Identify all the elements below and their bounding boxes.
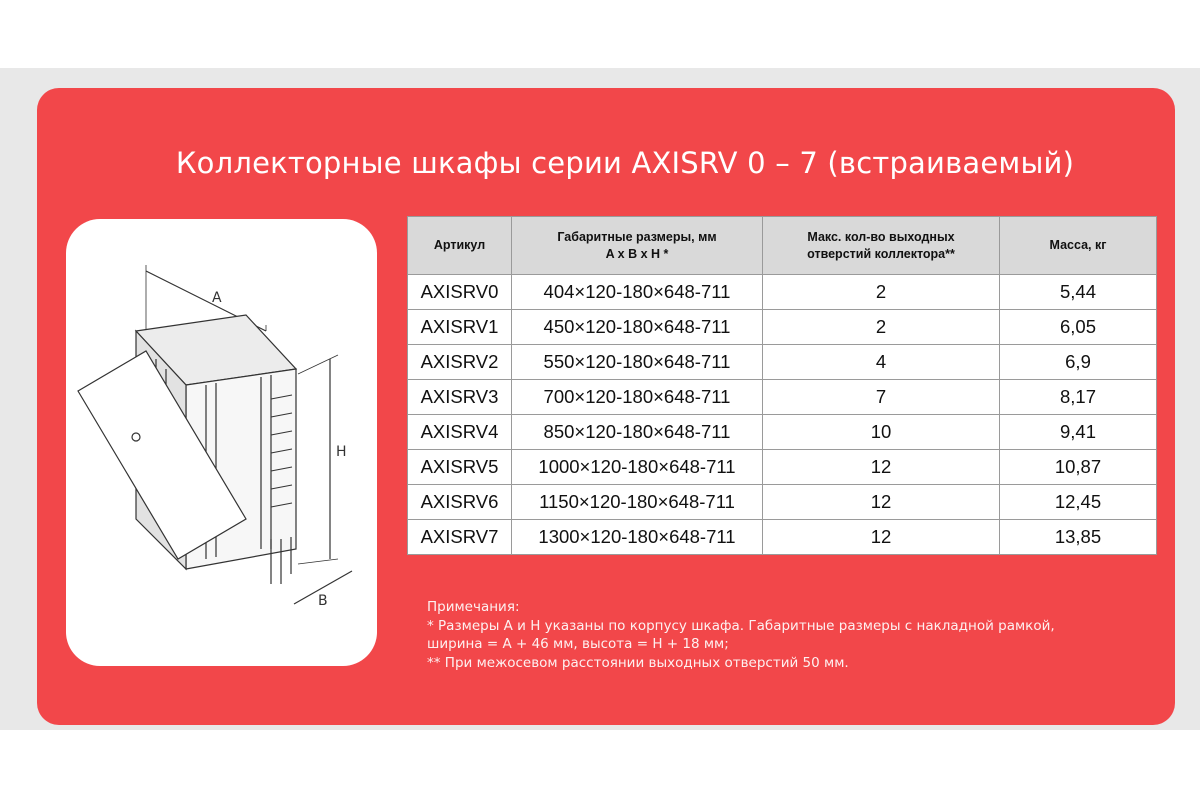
cell-dimensions: 1000×120-180×648-711	[512, 450, 763, 485]
cell-outlets: 7	[763, 380, 1000, 415]
cell-article: AXISRV1	[408, 310, 512, 345]
table-row	[408, 345, 1157, 380]
cell-article: AXISRV7	[408, 520, 512, 555]
table-header-row	[408, 217, 1157, 275]
dimension-a-label: A	[212, 290, 222, 306]
cell-mass: 8,17	[1000, 380, 1157, 415]
cell-article: AXISRV2	[408, 345, 512, 380]
note-line: * Размеры A и H указаны по корпусу шкафа. Габаритные размеры с накладной рамкой,	[427, 617, 1055, 634]
cell-outlets: 12	[763, 450, 1000, 485]
cell-dimensions: 700×120-180×648-711	[512, 380, 763, 415]
table-row	[408, 520, 1157, 555]
cell-dimensions: 450×120-180×648-711	[512, 310, 763, 345]
cell-outlets: 12	[763, 520, 1000, 555]
dimension-b-label: B	[318, 593, 328, 609]
cell-outlets: 10	[763, 415, 1000, 450]
cell-mass: 6,05	[1000, 310, 1157, 345]
cell-mass: 5,44	[1000, 275, 1157, 310]
cell-mass: 6,9	[1000, 345, 1157, 380]
cell-dimensions: 1300×120-180×648-711	[512, 520, 763, 555]
cell-dimensions: 404×120-180×648-711	[512, 275, 763, 310]
cell-mass: 12,45	[1000, 485, 1157, 520]
header-max-outlets: Макс. кол-во выходных отверстий коллектора**	[763, 217, 1000, 275]
cell-mass: 10,87	[1000, 450, 1157, 485]
header-mass: Масса, кг	[1000, 217, 1157, 275]
dimension-h-label: H	[336, 444, 347, 460]
cell-dimensions: 850×120-180×648-711	[512, 415, 763, 450]
slide-title: Коллекторные шкафы серии AXISRV 0 – 7 (встраиваемый)	[175, 146, 1075, 180]
specs-table	[407, 216, 1157, 555]
cabinet-drawing	[66, 219, 377, 666]
cell-article: AXISRV3	[408, 380, 512, 415]
table-row	[408, 275, 1157, 310]
table-row	[408, 380, 1157, 415]
cabinet-illustration-card	[66, 219, 377, 666]
cell-outlets: 4	[763, 345, 1000, 380]
cell-outlets: 12	[763, 485, 1000, 520]
notes-block	[427, 598, 1127, 672]
cell-dimensions: 550×120-180×648-711	[512, 345, 763, 380]
cell-dimensions: 1150×120-180×648-711	[512, 485, 763, 520]
cell-mass: 13,85	[1000, 520, 1157, 555]
cell-article: AXISRV5	[408, 450, 512, 485]
door-lock-icon	[132, 433, 140, 441]
cell-mass: 9,41	[1000, 415, 1157, 450]
notes-heading: Примечания:	[427, 599, 520, 615]
note-line: ширина = A + 46 мм, высота = H + 18 мм;	[427, 636, 729, 652]
note-line: ** При межосевом расстоянии выходных отверстий 50 мм.	[427, 654, 849, 671]
table-row	[408, 415, 1157, 450]
cell-article: AXISRV0	[408, 275, 512, 310]
header-article: Артикул	[408, 217, 512, 275]
cell-outlets: 2	[763, 275, 1000, 310]
table-row	[408, 310, 1157, 345]
cell-article: AXISRV6	[408, 485, 512, 520]
cell-outlets: 2	[763, 310, 1000, 345]
cell-article: AXISRV4	[408, 415, 512, 450]
table-row	[408, 450, 1157, 485]
header-dimensions: Габаритные размеры, мм A x B x H *	[512, 217, 763, 275]
table-row	[408, 485, 1157, 520]
